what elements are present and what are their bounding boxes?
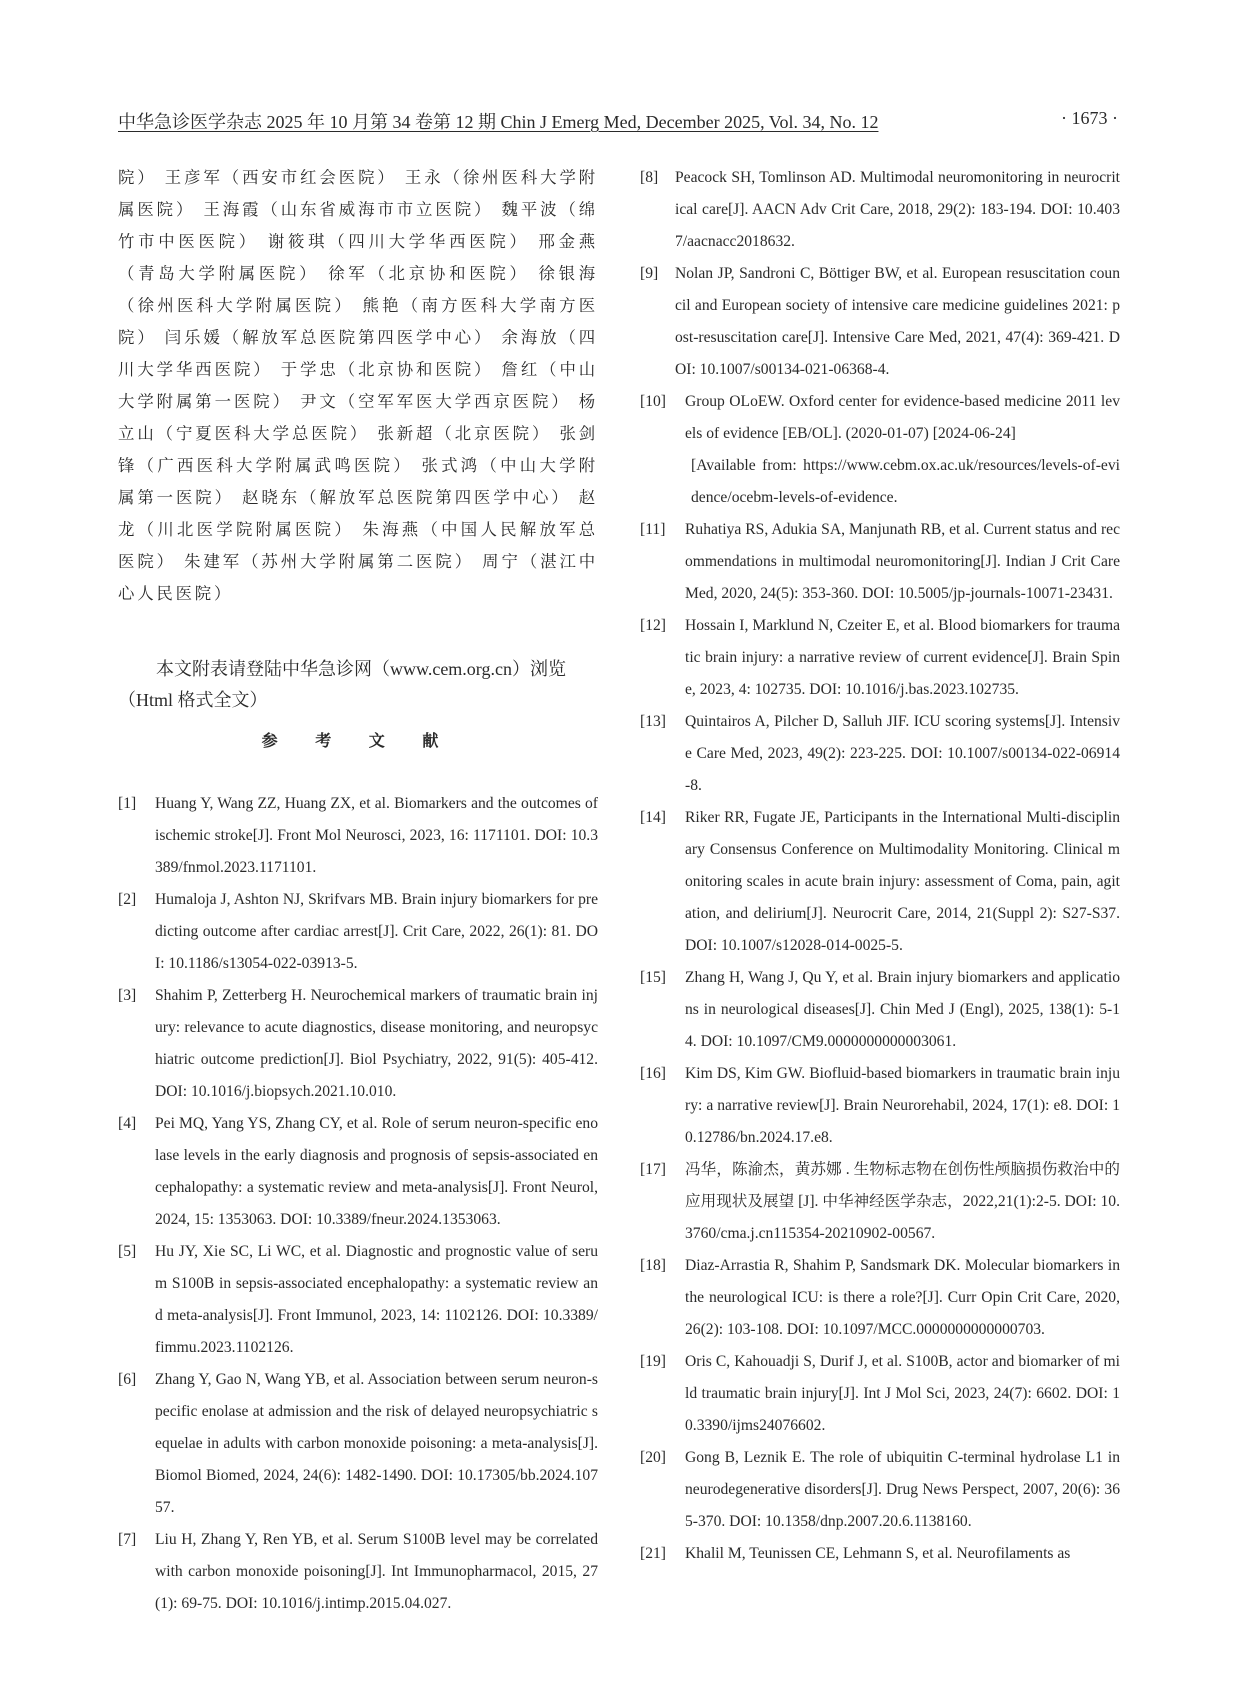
supplement-note: 本文附表请登陆中华急诊网（www.cem.org.cn）浏览（Html 格式全文） <box>118 659 566 710</box>
reference-body: Zhang Y, Gao N, Wang YB, et al. Association between serum neuron-specific enolase at admission and the risk of delayed neuropsychiatric sequelae in adults with carbon monoxide poisoning: a meta-analysis[J]. Biomol Biomed, 2024, 24(6): 1482-1490. DOI: 10.17305/bb.2024.10757. <box>155 1371 598 1516</box>
reference-item <box>118 1108 598 1236</box>
reference-item <box>118 884 598 980</box>
reference-number: [18] <box>640 1257 666 1274</box>
reference-text <box>155 788 598 884</box>
reference-text <box>685 706 1120 802</box>
reference-body: Oris C, Kahouadji S, Durif J, et al. S100B, actor and biomarker of mild traumatic brain injury[J]. Int J Mol Sci, 2023, 24(7): 6602. DOI: 10.3390/ijms24076602. <box>685 1353 1120 1434</box>
reference-item <box>118 1236 598 1364</box>
reference-body: Humaloja J, Ashton NJ, Skrifvars MB. Brain injury biomarkers for predicting outcome after cardiac arrest[J]. Crit Care, 2022, 26(1): 81. DOI: 10.1186/s13054-022-03913-5. <box>155 891 598 972</box>
reference-item <box>118 1364 598 1524</box>
reference-body: Liu H, Zhang Y, Ren YB, et al. Serum S100B level may be correlated with carbon monoxide poisoning[J]. Int Immunopharmacol, 2015, 27(1): 69-75. DOI: 10.1016/j.intimp.2015.04.027. <box>155 1531 598 1612</box>
contributors-list: 院） 王彦军（西安市红会医院） 王永（徐州医科大学附属医院） 王海霞（山东省威海市市立医院） 魏平波（绵竹市中医医院） 谢筱琪（四川大学华西医院） 邢金燕（青岛大学附属医院） 徐军（北京协和医院） 徐银海（徐州医科大学附属医院） 熊艳（南方医科大学南方医院） 闫乐媛（解放军总医院第四医学中心） 余海放（四川大学华西医院） 于学忠（北京协和医院） 詹红（中山大学附属第一医院） 尹文（空军军医大学西京医院） 杨立山（宁夏医科大学总医院） 张新超（北京医院） 张剑锋（广西医科大学附属武鸣医院） 张式鸿（中山大学附属第一医院） 赵晓东（解放军总医院第四医学中心） 赵龙（川北医学院附属医院） 朱海燕（中国人民解放军总医院） 朱建军（苏州大学附属第二医院） 周宁（湛江中心人民医院） <box>118 168 598 603</box>
reference-number: [11] <box>640 521 666 538</box>
reference-number: [21] <box>640 1545 666 1562</box>
reference-text <box>155 1108 598 1236</box>
reference-item <box>640 610 1120 706</box>
reference-text <box>155 1364 598 1524</box>
references-list-right <box>640 162 1120 1570</box>
reference-number: [3] <box>118 987 137 1004</box>
reference-item <box>640 386 1120 514</box>
page-number: · 1673 · <box>1061 108 1118 128</box>
reference-text <box>685 1058 1120 1154</box>
reference-number: [10] <box>640 393 666 410</box>
reference-number: [17] <box>640 1161 666 1178</box>
reference-body: Ruhatiya RS, Adukia SA, Manjunath RB, et al. Current status and recommendations in multimodal neuromonitoring[J]. Indian J Crit Care Med, 2020, 24(5): 353-360. DOI: 10.5005/jp-journals-10071-23431. <box>685 521 1120 602</box>
reference-item <box>640 1442 1120 1538</box>
reference-number: [6] <box>118 1371 137 1388</box>
reference-text <box>685 386 1120 514</box>
reference-item <box>118 1524 598 1620</box>
reference-body: Shahim P, Zetterberg H. Neurochemical markers of traumatic brain injury: relevance to acute diagnostics, disease monitoring, and neuropsychiatric outcome prediction[J]. Biol Psychiatry, 2022, 91(5): 405-412. DOI: 10.1016/j.biopsych.2021.10.010. <box>155 987 598 1100</box>
reference-body: Kim DS, Kim GW. Biofluid-based biomarkers in traumatic brain injury: a narrative review[J]. Brain Neurorehabil, 2024, 17(1): e8. DOI: 10.12786/bn.2024.17.e8. <box>685 1065 1120 1146</box>
reference-item <box>640 1154 1120 1250</box>
reference-body: Diaz-Arrastia R, Shahim P, Sandsmark DK. Molecular biomarkers in the neurological ICU: is there a role?[J]. Curr Opin Crit Care, 2020, 26(2): 103-108. DOI: 10.1097/MCC.0000000000000703. <box>685 1257 1120 1338</box>
reference-number: [4] <box>118 1115 137 1132</box>
reference-text <box>685 1346 1120 1442</box>
reference-item <box>640 962 1120 1058</box>
reference-text <box>685 610 1120 706</box>
reference-number: [14] <box>640 809 666 826</box>
reference-text <box>685 514 1120 610</box>
reference-body: Huang Y, Wang ZZ, Huang ZX, et al. Biomarkers and the outcomes of ischemic stroke[J]. Front Mol Neurosci, 2023, 16: 1171101. DOI: 10.3389/fnmol.2023.1171101. <box>155 795 598 876</box>
reference-number: [2] <box>118 891 137 908</box>
reference-body: Quintairos A, Pilcher D, Salluh JIF. ICU scoring systems[J]. Intensive Care Med, 2023, 49(2): 223-225. DOI: 10.1007/s00134-022-06914-8. <box>685 713 1120 794</box>
running-header <box>118 108 1118 138</box>
reference-body: Pei MQ, Yang YS, Zhang CY, et al. Role of serum neuron-specific enolase levels in the early diagnosis and prognosis of sepsis-associated encephalopathy: a systematic review and meta-analysis[J]. Front Neurol, 2024, 15: 1353063. DOI: 10.3389/fneur.2024.1353063. <box>155 1115 598 1228</box>
reference-body: Riker RR, Fugate JE, Participants in the International Multi-disciplinary Consensus Conference on Multimodality Monitoring. Clinical monitoring scales in acute brain injury: assessment of Coma, pain, agitation, and delirium[J]. Neurocrit Care, 2014, 21(Suppl 2): S27-S37. DOI: 10.1007/s12028-014-0025-5. <box>685 809 1120 954</box>
journal-citation: 中华急诊医学杂志 2025 年 10 月第 34 卷第 12 期 Chin J Emerg Med, December 2025, Vol. 34, No. 12 <box>118 112 879 132</box>
references-list-left <box>118 788 598 1620</box>
reference-text <box>685 802 1120 962</box>
reference-body: Peacock SH, Tomlinson AD. Multimodal neuromonitoring in neurocritical care[J]. AACN Adv Crit Care, 2018, 29(2): 183-194. DOI: 10.4037/aacnacc2018632. <box>675 169 1120 250</box>
reference-item <box>640 514 1120 610</box>
reference-item <box>640 162 1120 258</box>
reference-item <box>640 258 1120 386</box>
reference-number: [20] <box>640 1449 666 1466</box>
reference-item <box>640 802 1120 962</box>
reference-body: Khalil M, Teunissen CE, Lehmann S, et al. Neurofilaments as <box>685 1545 1071 1562</box>
reference-item <box>640 1250 1120 1346</box>
reference-body: 冯华，陈渝杰，黄苏娜 . 生物标志物在创伤性颅脑损伤救治中的应用现状及展望 [J]. 中华神经医学杂志，2022,21(1):2-5. DOI: 10.3760/cma.j.cn115354-20210902-00567. <box>685 1161 1120 1242</box>
reference-number: [15] <box>640 969 666 986</box>
reference-item <box>118 788 598 884</box>
reference-item <box>640 1346 1120 1442</box>
reference-text <box>675 258 1120 386</box>
reference-item <box>118 980 598 1108</box>
reference-text <box>675 162 1120 258</box>
reference-number: [9] <box>640 265 659 282</box>
reference-text <box>685 1154 1120 1250</box>
reference-text <box>685 1538 1070 1570</box>
reference-number: [16] <box>640 1065 666 1082</box>
reference-number: [8] <box>640 169 659 186</box>
reference-number: [12] <box>640 617 666 634</box>
reference-text <box>685 962 1120 1058</box>
reference-text <box>155 980 598 1108</box>
references-heading: 参 考 文 献 <box>261 731 455 750</box>
reference-number: [5] <box>118 1243 137 1260</box>
reference-body: Hu JY, Xie SC, Li WC, et al. Diagnostic and prognostic value of serum S100B in sepsis-associated encephalopathy: a systematic review and meta-analysis[J]. Front Immunol, 2023, 14: 1102126. DOI: 10.3389/fimmu.2023.1102126. <box>155 1243 598 1356</box>
reference-text <box>155 1236 598 1364</box>
reference-text <box>155 884 598 980</box>
reference-item <box>640 1058 1120 1154</box>
reference-number: [7] <box>118 1531 137 1548</box>
reference-item <box>640 1538 1120 1570</box>
reference-number: [19] <box>640 1353 666 1370</box>
reference-text <box>685 1442 1120 1538</box>
reference-number: [1] <box>118 795 137 812</box>
reference-body: Zhang H, Wang J, Qu Y, et al. Brain injury biomarkers and applications in neurological diseases[J]. Chin Med J (Engl), 2025, 138(1): 5-14. DOI: 10.1097/CM9.0000000000003061. <box>685 969 1120 1050</box>
reference-body: Gong B, Leznik E. The role of ubiquitin C-terminal hydrolase L1 in neurodegenerative disorders[J]. Drug News Perspect, 2007, 20(6): 365-370. DOI: 10.1358/dnp.2007.20.6.1138160. <box>685 1449 1120 1530</box>
left-column <box>118 162 598 1620</box>
reference-text <box>685 1250 1120 1346</box>
reference-url: [Available from: https://www.cebm.ox.ac.uk/resources/levels-of-evidence/ocebm-levels-of-evidence. <box>691 457 1120 506</box>
right-column <box>640 162 1120 1570</box>
reference-body: Nolan JP, Sandroni C, Böttiger BW, et al. European resuscitation council and European society of intensive care medicine guidelines 2021: post-resuscitation care[J]. Intensive Care Med, 2021, 47(4): 369-421. DOI: 10.1007/s00134-021-06368-4. <box>675 265 1120 378</box>
reference-body: Group OLoEW. Oxford center for evidence-based medicine 2011 levels of evidence [EB/OL]. (2020-01-07) [2024-06-24] <box>685 393 1120 442</box>
reference-text <box>155 1524 598 1620</box>
reference-body: Hossain I, Marklund N, Czeiter E, et al. Blood biomarkers for traumatic brain injury: a narrative review of current evidence[J]. Brain Spine, 2023, 4: 102735. DOI: 10.1016/j.bas.2023.102735. <box>685 617 1120 698</box>
reference-number: [13] <box>640 713 666 730</box>
reference-item <box>640 706 1120 802</box>
